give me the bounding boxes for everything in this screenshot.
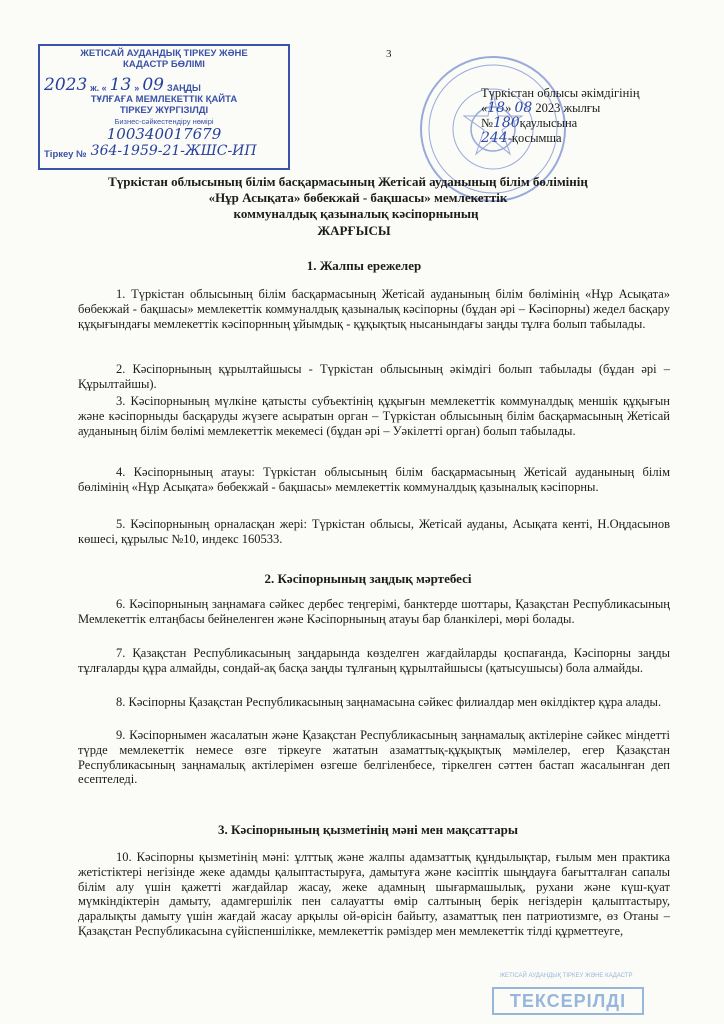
stamp-month-handwritten: 09 xyxy=(142,75,164,95)
approval-number-prefix: № xyxy=(481,116,493,130)
approval-annex-row xyxy=(481,131,640,146)
paragraph-5: 5. Кәсіпорнының орналасқан жері: Түркістан облысы, Жетісай ауданы, Асықата кенті, Н.Оңдасынов көшесі, құрылыс №10, индекс 160533. xyxy=(78,517,670,546)
paragraph-7: 7. Қазақстан Республикасының заңдарында көзделген жағдайларды қоспағанда, Кәсіпорны заңды тұлғаларды құра алмайды, сондай-ақ басқа заңды тұлғаның құрылтайшысы (қатысушысы) бола алмайды. xyxy=(78,646,670,675)
stamp-day-handwritten: 13 xyxy=(109,75,132,95)
check-stamp-caption: ЖЕТІСАЙ АУДАНДЫҚ ТІРКЕУ ЖӘНЕ КАДАСТР xyxy=(499,973,633,979)
stamp-line-5: ТІРКЕУ ЖҮРГІЗІЛДІ xyxy=(119,105,209,116)
stamp-bin-label: Бизнес-сәйкестендіру нөмірі xyxy=(114,117,214,126)
approval-number-handwritten: 180 xyxy=(492,115,520,131)
paragraph-10: 10. Кәсіпорны қызметінің мәні: ұлттық және жалпы адамзаттық құндылықтар, ғылым мен практика жетістіктері негізінде жеке адамды қалыптастыруға, дамытуға және кәсіптік шыңдауға бағытталған сапалы білім алу үшін қажетті жағдайлар жасау, жеке адамның шығармашылық, рухани және күш-қуат мүмкіндіктерін дамыту, адамгершілік пен салауатты өмір салтының берік негіздерін қалыптастыру, даралықты дамыту үшін жағдай жасау арқылы ой-өрісін байыту, азаматтық пен патриотизмге, өз Отаны – Қазақстан Республикасына сүйіспеншілікке, мемлекеттік рәміздер мен мемлекеттік тілді құрметтеуге, xyxy=(78,850,670,938)
stamp-reg-label: Тіркеу № xyxy=(44,149,87,160)
approval-line-1: Түркістан облысы әкімдігінің xyxy=(481,86,640,100)
paragraph-3: 3. Кәсіпорнының мүлкіне қатысты субъектінің құқығын мемлекеттік коммуналдық меншік құқығын және кәсіпорныды басқаруды жүзеге асыратын орган – Түркістан облысының білім басқармасының Жетісай ауданының білім бөлімі мемлекеттік мекемесі (бұдан әрі – Уәкілетті орган) болып табылады. xyxy=(78,394,670,438)
approval-number-row xyxy=(481,116,640,131)
section-1-heading: 1. Жалпы ережелер xyxy=(306,258,422,273)
approval-annex-suffix: -қосымша xyxy=(507,131,562,145)
approval-number-suffix: қаулысына xyxy=(519,116,578,130)
title-line-1: Түркістан облысының білім басқармасының Жетісай ауданының білім бөлімінің xyxy=(108,174,588,189)
approval-date-row xyxy=(481,101,640,116)
approval-day-handwritten: 18 xyxy=(487,100,506,116)
paragraph-4: 4. Кәсіпорнының атауы: Түркістан облысының білім басқармасының Жетісай ауданының білім бөлімінің «Нұр Асықата» бөбекжай - бақшасы» мемлекеттік коммуналдық қазыналық кәсіпорны. xyxy=(78,465,670,494)
paragraph-2: 2. Кәсіпорнының құрылтайшысы - Түркістан облысының әкімдігі болып табылады (бұдан әрі –Құрылтайшы). xyxy=(78,362,670,391)
check-stamp: ТЕКСЕРІЛДІ xyxy=(492,987,644,1015)
approval-date-open: « xyxy=(481,101,488,115)
registration-stamp xyxy=(38,44,290,170)
paragraph-6: 6. Кәсіпорнының заңнамаға сәйкес дербес теңгерімі, банктерде шоттары, Қазақстан Республикасының Мемлекеттік елтаңбасы бейнеленген және Кәсіпорнының атауы бар бланкілері, мөрі болады. xyxy=(78,597,670,626)
title-line-3: коммуналдық қазыналық кәсіпорнының xyxy=(233,206,479,221)
title-line-4: ЖАРҒЫСЫ xyxy=(317,223,391,238)
stamp-month-suffix: ЗАҢДЫ xyxy=(166,83,201,93)
stamp-year-suffix: ж. « xyxy=(90,83,107,93)
page-number: 3 xyxy=(386,48,392,60)
stamp-reg-handwritten: 364-1959-21-ЖШС-ИП xyxy=(90,143,257,159)
approval-year: 2023 жылғы xyxy=(535,101,601,115)
paragraph-8: 8. Кәсіпорны Қазақстан Республикасының заңнамасына сәйкес филиалдар мен өкілдіктер құра алады. xyxy=(116,695,662,709)
approval-block xyxy=(481,86,640,146)
approval-month-handwritten: 08 xyxy=(514,100,533,116)
stamp-bin-handwritten: 100340017679 xyxy=(106,125,222,143)
section-3-heading: 3. Кәсіпорнының қызметінің мәні мен мақсаттары xyxy=(218,822,518,837)
paragraph-1: 1. Түркістан облысының білім басқармасының Жетісай ауданының білім бөлімінің «Нұр Асықата» бөбекжай - бақшасы» мемлекеттік коммуналдық қазыналық кәсіпорны (бұдан әрі – Кәсіпорны) жедел басқару құқығындағы мемлекеттік кәсіпорнның ұйымдық - құқықтық нысанындағы заңды тұлға болып табылады. xyxy=(78,287,670,331)
title-line-2: «Нұр Асықата» бөбекжай - бақшасы» мемлекеттік xyxy=(208,190,508,205)
approval-annex-handwritten: 244 xyxy=(481,130,508,146)
stamp-date-row xyxy=(44,76,284,94)
approval-date-mid: » xyxy=(505,101,512,115)
paragraph-9: 9. Кәсіпорнымен жасалатын және Қазақстан Республикасының заңнамалық актілеріне сәйкес міндетті түрде мемлекеттік немесе өзге тіркеуге жататын азаматтық-құқықтық мәмілелер, егер Қазақстан Республикасының заңнамалық актілерімен өзгеше белгіленбесе, тіркелген сәттен бастап жасалынған деп есептеледі. xyxy=(78,728,670,787)
stamp-line-4: ТҰЛҒАҒА МЕМЛЕКЕТТІК ҚАЙТА xyxy=(90,94,238,105)
stamp-day-suffix: » xyxy=(134,83,140,93)
stamp-year-handwritten: 2023 xyxy=(44,75,88,95)
stamp-reg-row xyxy=(44,142,284,160)
stamp-line-2: КАДАСТР БӨЛІМІ xyxy=(123,59,205,70)
section-2-heading: 2. Кәсіпорнының заңдық мәртебесі xyxy=(264,571,472,586)
stamp-line-1: ЖЕТІСАЙ АУДАНДЫҚ ТІРКЕУ ЖӘНЕ xyxy=(80,48,248,59)
